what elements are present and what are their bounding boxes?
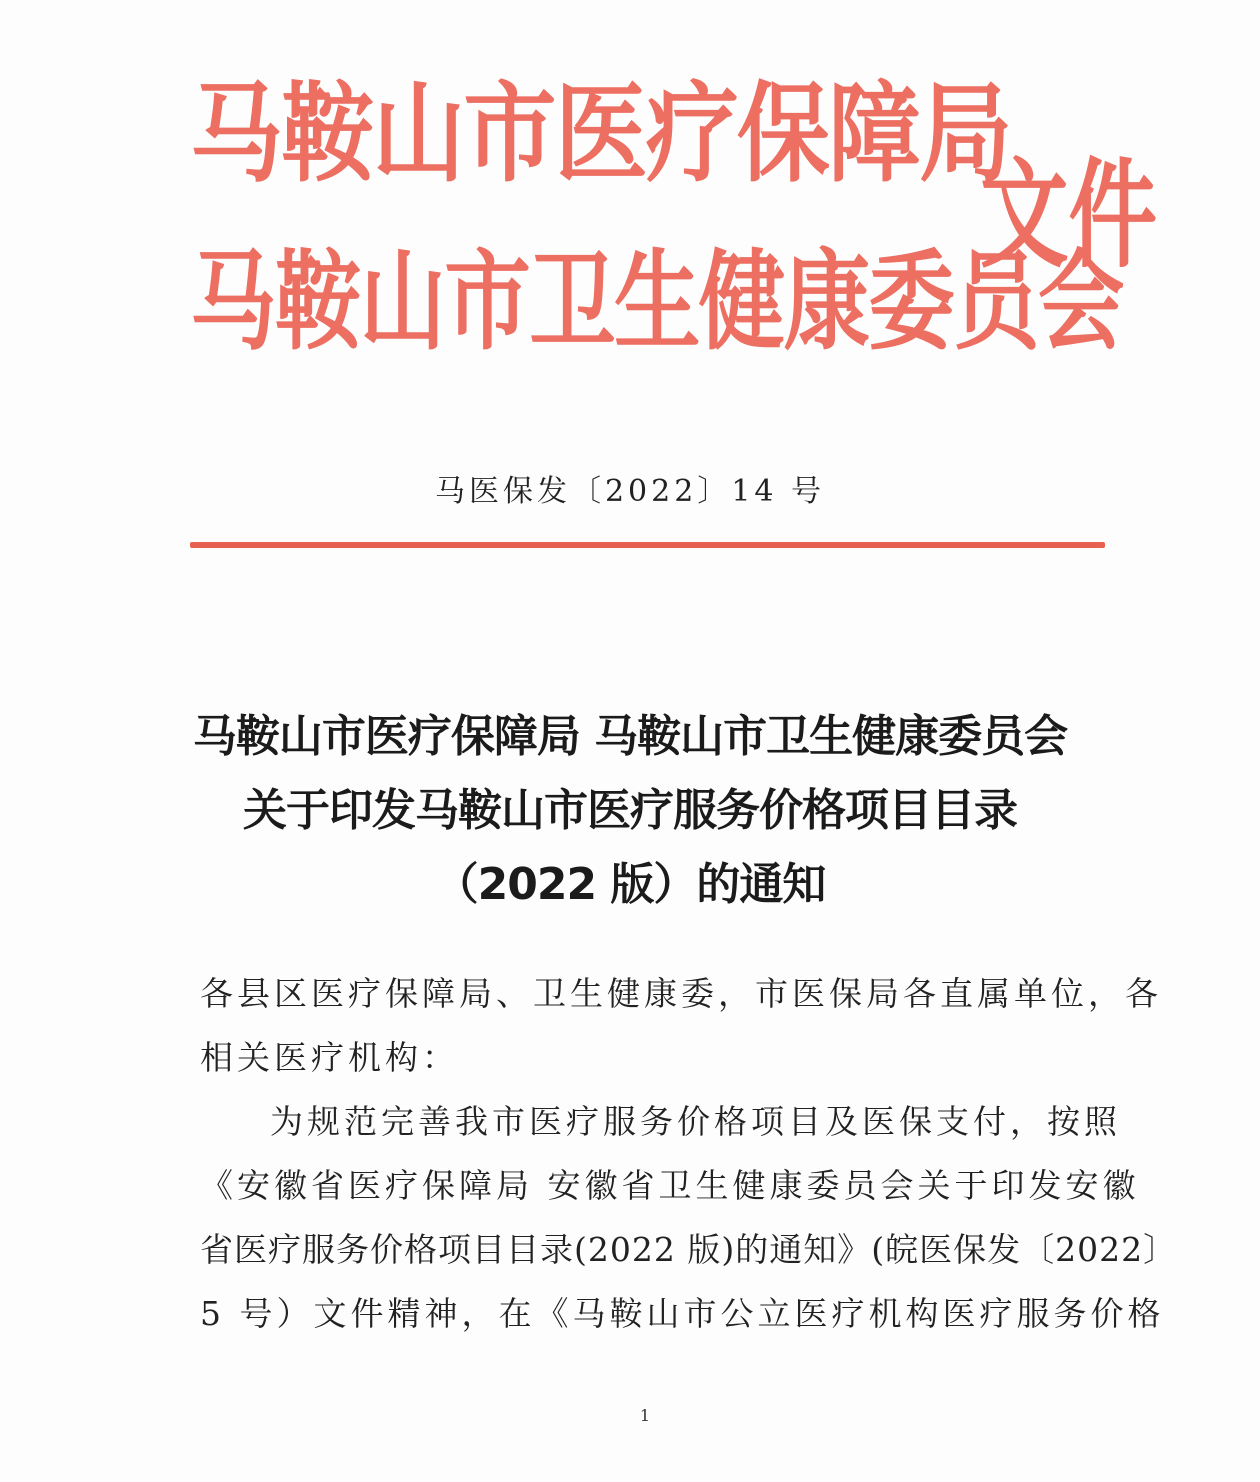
document-word: 文件 xyxy=(980,146,1158,284)
issuing-org-2: 马鞍山市卫生健康委员会 xyxy=(190,240,1123,365)
title-line-3: （2022 版）的通知 xyxy=(434,859,826,910)
title-line-1: 马鞍山市医疗保障局 马鞍山市卫生健康委员会 xyxy=(192,711,1068,762)
body-line-addressee-2: 相关医疗机构： xyxy=(200,1038,459,1077)
title-line-2: 关于印发马鞍山市医疗服务价格项目目录 xyxy=(243,785,1017,836)
body-line-paragraph-3: 省医疗服务价格项目目录(2022 版)的通知》(皖医保发〔2022〕 xyxy=(200,1230,1178,1269)
body-line-paragraph-1: 为规范完善我市医疗服务价格项目及医保支付，按照 xyxy=(270,1102,1121,1141)
red-separator-rule xyxy=(190,542,1105,548)
body-line-paragraph-4: 5 号）文件精神，在《马鞍山市公立医疗机构医疗服务价格 xyxy=(200,1294,1165,1333)
notice-title xyxy=(0,700,1260,922)
page-number: 1 xyxy=(639,1406,651,1425)
document-number: 马医保发〔2022〕14 号 xyxy=(434,474,826,509)
body-line-addressee-1: 各县区医疗保障局、卫生健康委，市医保局各直属单位，各 xyxy=(200,974,1162,1013)
notice-body xyxy=(200,962,1178,1346)
body-line-paragraph-2: 《安徽省医疗保障局 安徽省卫生健康委员会关于印发安徽 xyxy=(200,1166,1140,1205)
issuing-org-1: 马鞍山市医疗保障局 xyxy=(190,72,1011,197)
